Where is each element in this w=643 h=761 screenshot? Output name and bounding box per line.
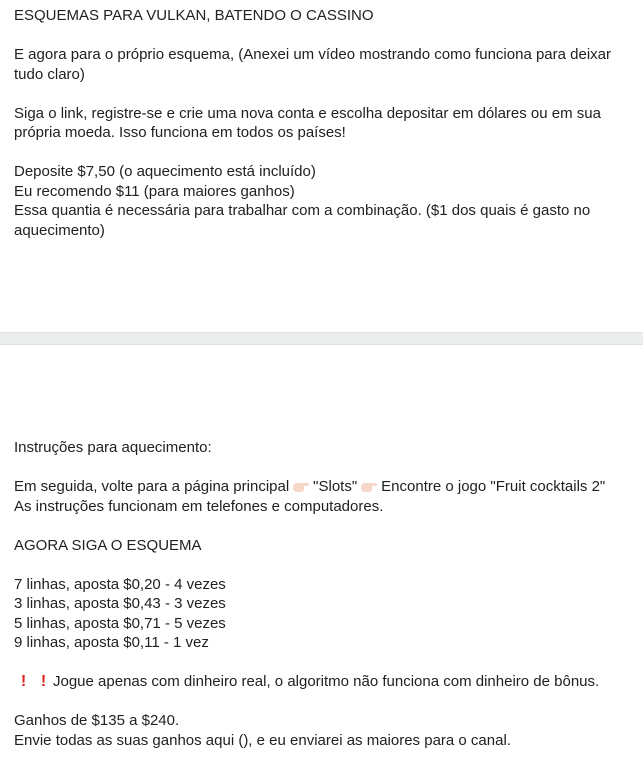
navigation-line [14, 477, 629, 497]
exclamation-icon: ! [20, 673, 27, 690]
winnings-line: Ganhos de $135 a $240. [14, 712, 180, 729]
blank-line [14, 458, 629, 478]
recommend-line: Eu recomendo $11 (para maiores ganhos) [14, 182, 295, 200]
warning-line [14, 672, 629, 692]
blank-line [14, 692, 629, 712]
devices-line: As instruções funcionam em telefones e computadores. [14, 497, 384, 515]
nav-prefix: Em seguida, volte para a página principal [14, 478, 290, 495]
step-item: 3 linhas, aposta $0,43 - 3 vezes [14, 595, 226, 612]
step-item: 5 linhas, aposta $0,71 - 5 vezes [14, 614, 226, 632]
document-title: ESQUEMAS PARA VULKAN, BATENDO O CASSINO [14, 7, 374, 24]
blank-line [14, 516, 629, 536]
step-item: 9 linhas, aposta $0,11 - 1 vez [14, 634, 209, 651]
scheme-title: AGORA SIGA O ESQUEMA [14, 536, 202, 554]
page-break [0, 332, 643, 345]
amount-paragraph: Essa quantia é necessária para trabalhar com a combinação. ($1 dos quais é gasto no aquecimento) [14, 202, 591, 239]
step-item: 7 linhas, aposta $0,20 - 4 vezes [14, 575, 226, 593]
exclamation-icon: ! [40, 673, 47, 690]
warmup-title: Instruções para aquecimento: [14, 439, 212, 456]
blank-line [14, 84, 629, 104]
send-line: Envie todas as suas ganhos aqui (), e eu enviarei as maiores para o canal. [14, 731, 511, 749]
blank-line [14, 653, 629, 673]
nav-slots: "Slots" [313, 478, 358, 495]
pointing-hand-icon [361, 480, 377, 492]
blank-line [14, 26, 629, 46]
blank-line [14, 555, 629, 575]
warning-text: Jogue apenas com dinheiro real, o algoritmo não funciona com dinheiro de bônus. [53, 673, 600, 690]
signup-paragraph: Siga o link, registre-se e crie uma nova conta e escolha depositar em dólares ou em sua própria moeda. Isso funciona em todos os países! [14, 104, 601, 141]
blank-line [14, 143, 629, 163]
document-page-1 [0, 0, 643, 332]
document-page-2 [0, 345, 643, 761]
intro-paragraph: E agora para o próprio esquema, (Anexei um vídeo mostrando como funciona para deixar tudo claro) [14, 46, 612, 83]
deposit-line: Deposite $7,50 (o aquecimento está incluído) [14, 163, 316, 180]
nav-suffix: Encontre o jogo "Fruit cocktails 2" [381, 478, 606, 495]
pointing-hand-icon [293, 480, 309, 492]
